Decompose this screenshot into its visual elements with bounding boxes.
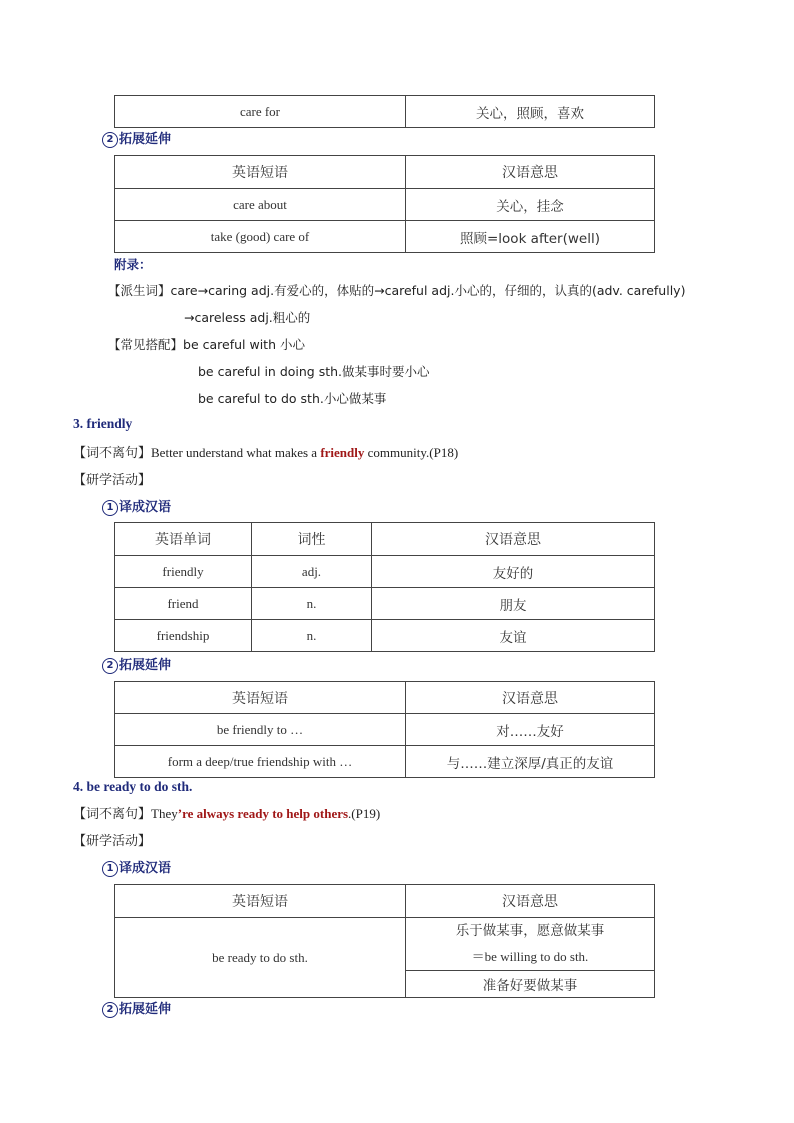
meaning-cell: 关心，照顾，喜欢 [406,96,655,128]
subheading-extension [102,128,171,148]
circled-number: 1 [102,861,118,877]
collocation-line [108,335,305,353]
meaning-line: 乐于做某事，愿意做某事 [455,923,605,939]
quote-tag: 【词不离句】 [73,446,152,461]
table-row [115,746,655,778]
word-cell: friendly [115,556,252,588]
activity-tag: 【研学活动】 [73,834,152,849]
meaning-cell: 友谊 [372,620,655,652]
subheading-extension [102,998,171,1018]
header-cell: 汉语意思 [406,885,655,918]
phrase-cell: care for [115,96,406,128]
table-header [115,156,655,189]
collocation-item: be careful with 小心 [183,337,305,352]
phrase-cell: care about [115,189,406,221]
collocation-item: be careful to do sth.小心做某事 [198,391,387,406]
quote-highlight: ’re always ready to help others [177,806,349,821]
circled-number: 2 [102,658,118,674]
header-cell: 英语短语 [115,156,406,189]
pos-cell: adj. [252,556,372,588]
phrase-cell: take (good) care of [115,221,406,253]
meaning-cell: 对……友好 [406,714,655,746]
table-header [115,682,655,714]
derivative-tag: 【派生词】 [108,283,171,298]
quote-highlight: friendly [320,445,365,460]
meaning-line: ＝be willing to do sth. [471,949,589,964]
header-cell: 词性 [252,523,372,556]
table-row [115,221,655,253]
circled-number: 2 [102,1002,118,1018]
header-cell: 英语短语 [115,682,406,714]
meaning-cell: 友好的 [372,556,655,588]
quote-tag: 【词不离句】 [73,807,152,822]
meaning-cell [406,918,655,971]
phrase-cell: be friendly to … [115,714,406,746]
table-row [115,96,655,128]
quote-line [73,803,380,822]
quote-pre: They [151,806,178,821]
header-cell: 英语短语 [115,885,406,918]
table-row [115,189,655,221]
activity-tag: 【研学活动】 [73,473,152,488]
subheading-label: 译成汉语 [119,500,172,515]
subheading-label: 拓展延伸 [119,1002,172,1017]
table-row [115,556,655,588]
table-care-phrases [114,155,655,253]
meaning-cell: 朋友 [372,588,655,620]
derivative-line [108,281,685,299]
word-cell: friendship [115,620,252,652]
meaning-cell: 与……建立深厚/真正的友谊 [406,746,655,778]
quote-post: community.(P18) [364,445,459,460]
subheading-translate [102,857,171,877]
subheading-extension [102,654,171,674]
table-header [115,885,655,918]
subheading-translate [102,496,171,516]
section-heading-be-ready: 4. be ready to do sth. [73,779,193,794]
circled-number: 2 [102,132,118,148]
meaning-cell: 准备好要做某事 [406,971,655,998]
derivative-text2: →careless adj.粗心的 [184,310,311,325]
subheading-label: 拓展延伸 [119,132,172,147]
circled-number: 1 [102,500,118,516]
table-care-for [114,95,655,128]
derivative-text: care→caring adj.有爱心的，体贴的→careful adj.小心的，仔细的，认真的(adv. carefully) [170,283,686,298]
table-row [115,918,655,971]
section-heading-friendly: 3. friendly [73,416,133,431]
appendix-title: 附录： [114,257,152,272]
header-cell: 英语单词 [115,523,252,556]
collocation-item: be careful in doing sth.做某事时要小心 [198,364,430,379]
collocation-tag: 【常见搭配】 [108,337,184,352]
header-cell: 汉语意思 [406,682,655,714]
table-be-ready [114,884,655,998]
phrase-cell: form a deep/true friendship with … [115,746,406,778]
subheading-label: 拓展延伸 [119,658,172,673]
pos-cell: n. [252,620,372,652]
table-row [115,588,655,620]
quote-line [73,442,458,461]
quote-pre: Better understand what makes a [151,445,321,460]
pos-cell: n. [252,588,372,620]
subheading-label: 译成汉语 [119,861,172,876]
table-header [115,523,655,556]
header-cell: 汉语意思 [372,523,655,556]
word-cell: friend [115,588,252,620]
quote-post: .(P19) [348,806,381,821]
meaning-cell: 照顾=look after(well) [406,221,655,253]
table-friendly-words [114,522,655,652]
table-friendly-phrases [114,681,655,778]
table-row [115,620,655,652]
header-cell: 汉语意思 [406,156,655,189]
table-row [115,714,655,746]
meaning-cell: 关心，挂念 [406,189,655,221]
phrase-cell: be ready to do sth. [115,918,406,998]
